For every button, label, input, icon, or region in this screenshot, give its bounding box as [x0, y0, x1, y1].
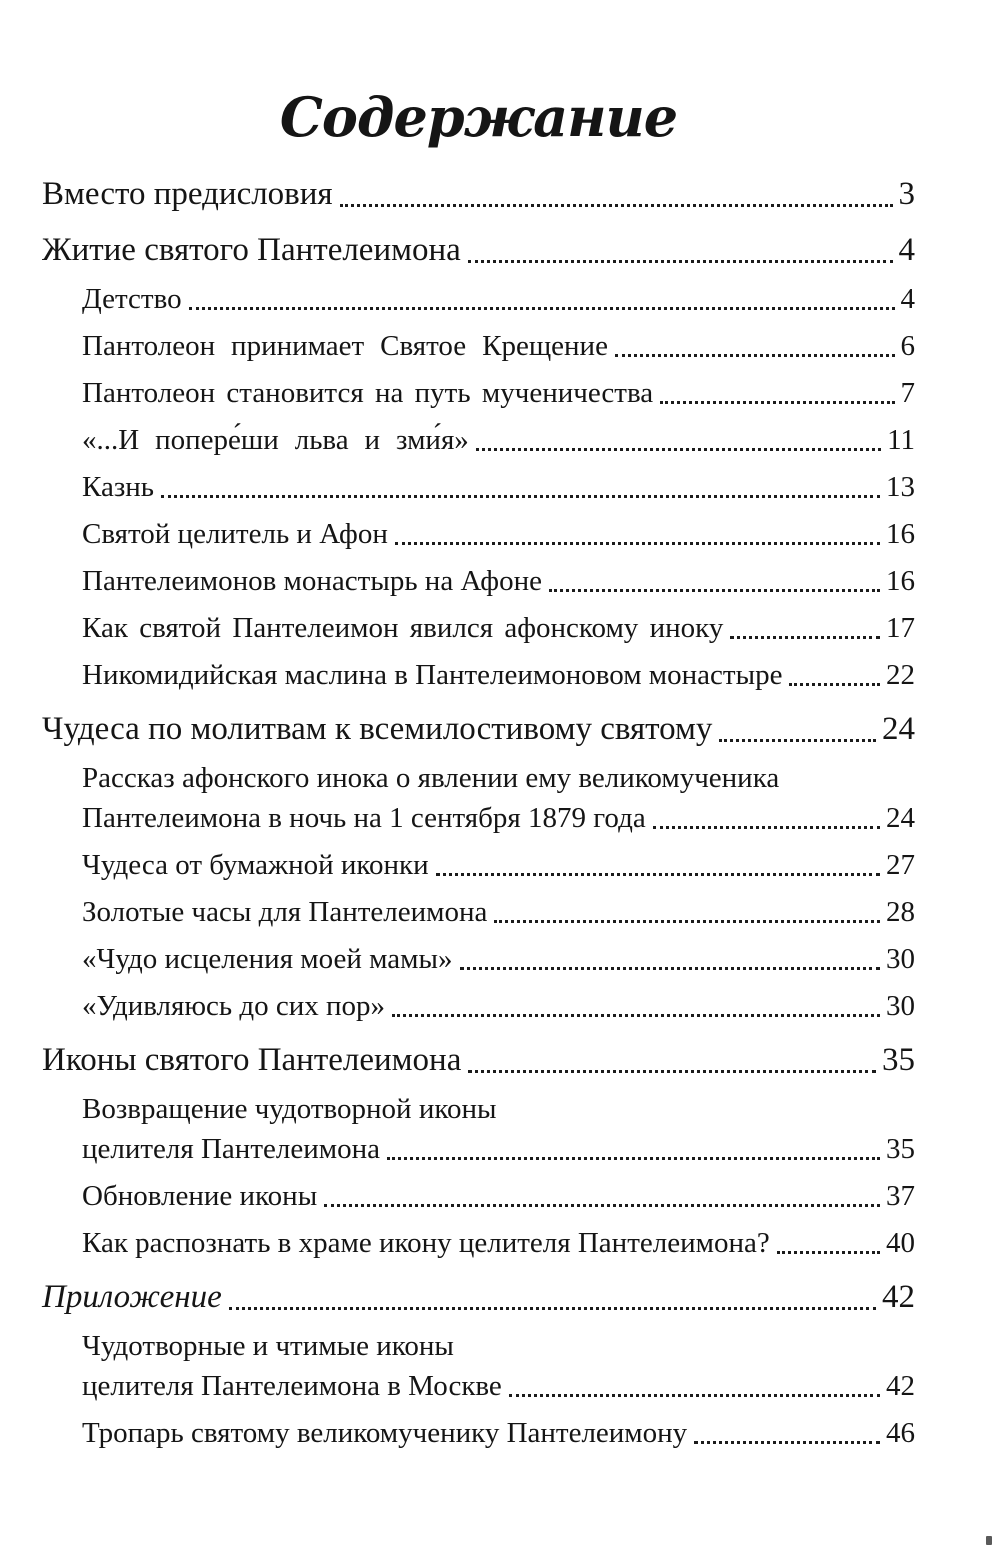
toc-entry-label: Рассказ афонского инока о явлении ему великомученика: [82, 762, 780, 794]
dot-leader: [229, 1307, 876, 1310]
toc-page-number: 4: [898, 232, 915, 268]
toc-entry-label: Пантелеимона в ночь на 1 сентября 1879 года: [82, 802, 646, 834]
toc-entry: [42, 1180, 915, 1212]
toc-entry-label: Пантелеимонов монастырь на Афоне: [82, 565, 542, 597]
dot-leader: [387, 1157, 880, 1160]
dot-leader: [392, 1014, 880, 1017]
dot-leader: [789, 683, 880, 686]
toc-entry: [42, 1133, 915, 1165]
toc-entry-label: Золотые часы для Пантелеимона: [82, 896, 488, 928]
toc-page-number: 16: [886, 518, 915, 550]
toc-entry: [42, 1279, 915, 1315]
toc-entry-label: Иконы святого Пантелеимона: [42, 1042, 462, 1078]
toc-page-number: 17: [886, 612, 915, 644]
toc-page-number: 13: [886, 471, 915, 503]
toc-page-number: 24: [882, 711, 915, 747]
dot-leader: [460, 967, 881, 970]
toc-entry-label: Пантолеон становится на путь мученичества: [82, 377, 654, 409]
toc-entry: [42, 990, 915, 1022]
toc-entry-label: целителя Пантелеимона в Москве: [82, 1370, 502, 1402]
toc-entry-label: Чудотворные и чтимые иконы: [82, 1330, 454, 1362]
toc-page-number: 16: [886, 565, 915, 597]
toc-entry: [42, 565, 915, 597]
toc-page-number: 37: [886, 1180, 915, 1212]
toc-entry-label: Чудеса по молитвам к всемилостивому святому: [42, 711, 713, 747]
dot-leader: [161, 495, 880, 498]
dot-leader: [468, 260, 893, 263]
dot-leader: [476, 448, 881, 451]
dot-leader: [730, 636, 880, 639]
toc-entry: [42, 283, 915, 315]
toc-page-number: 24: [886, 802, 915, 834]
dot-leader: [494, 920, 880, 923]
toc-page-number: 42: [882, 1279, 915, 1315]
toc-entry-continuation: [42, 1093, 915, 1125]
toc-page-number: 42: [886, 1370, 915, 1402]
dot-leader: [653, 826, 880, 829]
toc-entry-label: Вместо предисловия: [42, 176, 333, 212]
dot-leader: [324, 1204, 880, 1207]
toc-entry-label: Житие святого Пантелеимона: [42, 232, 461, 268]
page-title: Содержание: [279, 85, 678, 149]
toc-entry: [42, 471, 915, 503]
toc-entry-label: «Чудо исцеления моей мамы»: [82, 943, 453, 975]
toc-page-number: 30: [886, 943, 915, 975]
dot-leader: [694, 1441, 880, 1444]
toc-entry-continuation: [42, 1330, 915, 1362]
toc-page-number: 40: [886, 1227, 915, 1259]
toc-page-number: 11: [887, 424, 915, 456]
toc-entry-label: Детство: [82, 283, 182, 315]
toc-entry-label: «Удивляюсь до сих пор»: [82, 990, 386, 1022]
toc-entry: [42, 330, 915, 362]
toc-entry: [42, 711, 915, 747]
toc-entry-label: Казнь: [82, 471, 155, 503]
toc-entry-label: Приложение: [42, 1279, 222, 1315]
toc-page-number: 35: [882, 1042, 915, 1078]
toc-page-number: 22: [886, 659, 915, 691]
toc-entry-label: Как святой Пантелеимон явился афонскому иноку: [82, 612, 724, 644]
toc-entry: [42, 377, 915, 409]
dot-leader: [436, 873, 880, 876]
dot-leader: [615, 354, 895, 357]
toc-entry-label: «...И попере́ши льва и зми́я»: [82, 424, 469, 456]
toc-entry: [42, 424, 915, 456]
toc-page-number: 6: [900, 330, 915, 362]
toc-entry-label: Пантолеон принимает Святое Крещение: [82, 330, 608, 362]
toc-entry: [42, 176, 915, 212]
toc-page-number: 30: [886, 990, 915, 1022]
toc-entry: [42, 849, 915, 881]
dot-leader: [719, 739, 876, 742]
dot-leader: [777, 1251, 880, 1254]
dot-leader: [549, 589, 880, 592]
dot-leader: [395, 542, 880, 545]
dot-leader: [189, 307, 895, 310]
toc-entry: [42, 1370, 915, 1402]
toc-entry-label: Обновление иконы: [82, 1180, 318, 1212]
dot-leader: [340, 204, 893, 207]
toc-page-number: 35: [886, 1133, 915, 1165]
toc-entry: [42, 659, 915, 691]
toc-entry-label: целителя Пантелеимона: [82, 1133, 380, 1165]
toc-page-number: 27: [886, 849, 915, 881]
toc-entry-label: Никомидийская маслина в Пантелеимоновом монастыре: [82, 659, 783, 691]
toc-entry-label: Тропарь святому великомученику Пантелеимону: [82, 1417, 688, 1449]
toc-entry-label: Чудеса от бумажной иконки: [82, 849, 429, 881]
toc-page-number: 28: [886, 896, 915, 928]
toc-entry-label: Возвращение чудотворной иконы: [82, 1093, 497, 1125]
toc-entry: [42, 518, 915, 550]
toc-entry: [42, 896, 915, 928]
toc-page-number: 3: [898, 176, 915, 212]
toc-entry-label: Святой целитель и Афон: [82, 518, 388, 550]
toc-entry: [42, 612, 915, 644]
dot-leader: [660, 401, 894, 404]
dot-leader: [468, 1070, 876, 1073]
toc-page-number: 7: [900, 377, 915, 409]
dot-leader: [509, 1394, 880, 1397]
toc-entry: [42, 1417, 915, 1449]
toc-entry-label: Как распознать в храме икону целителя Пантелеимона?: [82, 1227, 770, 1259]
toc-entry: [42, 943, 915, 975]
toc-page-number: 4: [900, 283, 915, 315]
toc-page-number: 46: [886, 1417, 915, 1449]
toc-entry: [42, 802, 915, 834]
toc-entry-continuation: [42, 762, 915, 794]
scan-artifact: [986, 1536, 992, 1545]
toc-entry: [42, 1042, 915, 1078]
toc-entry: [42, 232, 915, 268]
toc-entry: [42, 1227, 915, 1259]
